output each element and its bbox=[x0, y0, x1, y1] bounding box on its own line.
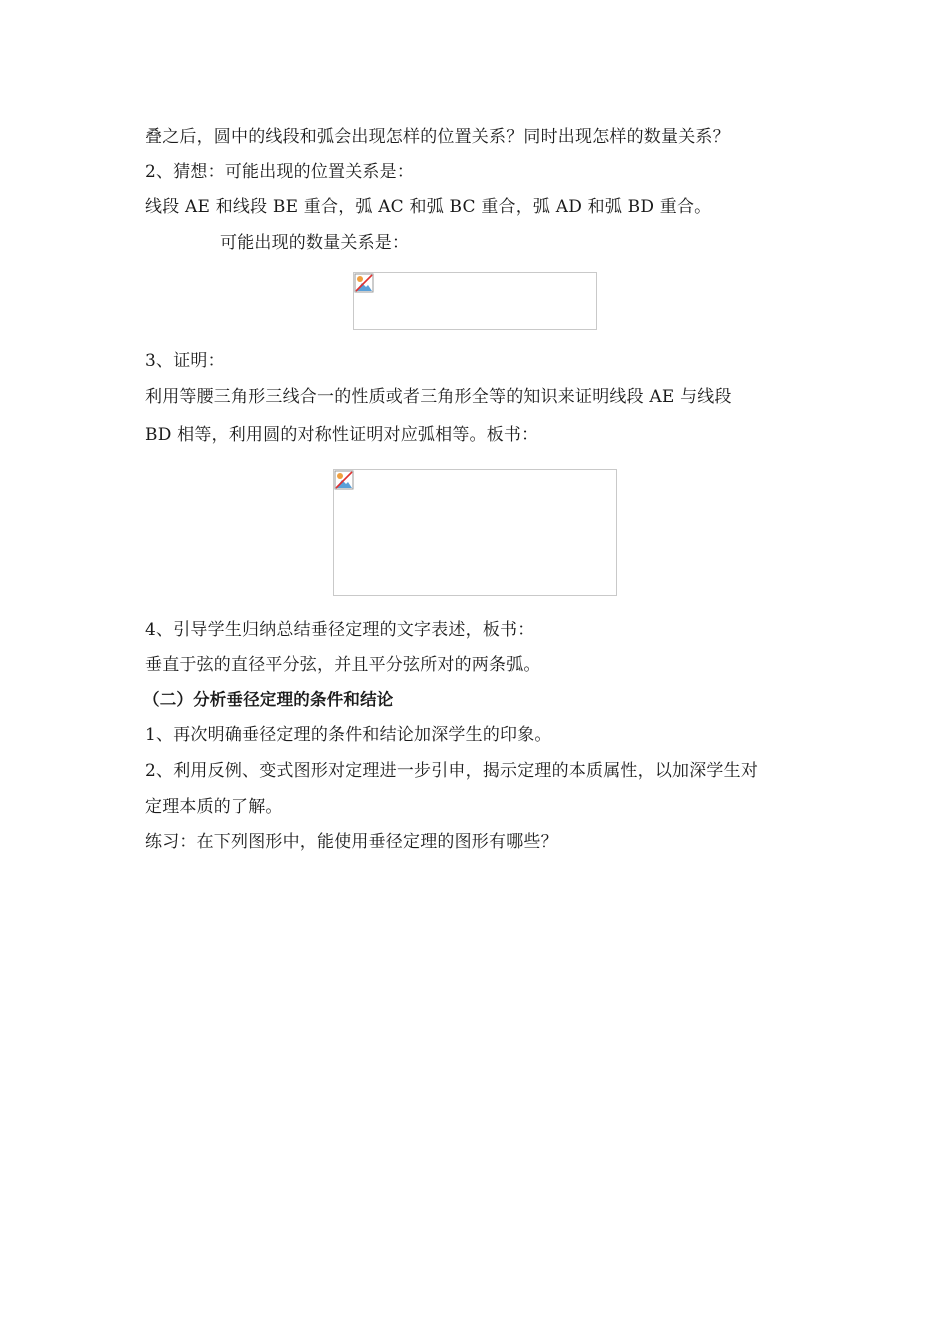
broken-image-icon bbox=[334, 470, 354, 490]
paragraph-line-3: 线段 AE 和线段 BE 重合，弧 AC 和弧 BC 重合，弧 AD 和弧 BD 重合。 bbox=[145, 197, 712, 217]
paragraph-line-8: 4、引导学生归纳总结垂径定理的文字表述，板书： bbox=[145, 620, 535, 640]
paragraph-line-6: 利用等腰三角形三线合一的性质或者三角形全等的知识来证明线段 AE 与线段 bbox=[145, 387, 732, 407]
paragraph-line-12: 定理本质的了解。 bbox=[145, 797, 283, 817]
paragraph-line-11: 2、利用反例、变式图形对定理进一步引申，揭示定理的本质属性，以加深学生对 bbox=[145, 761, 759, 781]
paragraph-line-7: BD 相等，利用圆的对称性证明对应弧相等。板书： bbox=[145, 425, 539, 445]
embedded-image-1 bbox=[353, 272, 597, 330]
paragraph-line-2: 2、猜想：可能出现的位置关系是： bbox=[145, 162, 415, 182]
broken-image-icon bbox=[354, 273, 374, 293]
paragraph-line-5: 3、证明： bbox=[145, 351, 225, 371]
paragraph-line-9: 垂直于弦的直径平分弦，并且平分弦所对的两条弧。 bbox=[145, 655, 541, 675]
paragraph-line-1: 叠之后，圆中的线段和弧会出现怎样的位置关系？同时出现怎样的数量关系？ bbox=[145, 127, 730, 147]
section-heading: （二）分析垂径定理的条件和结论 bbox=[143, 690, 394, 709]
embedded-image-2 bbox=[333, 469, 617, 596]
paragraph-line-13: 练习：在下列图形中，能使用垂径定理的图形有哪些？ bbox=[145, 832, 558, 852]
paragraph-line-10: 1、再次明确垂径定理的条件和结论加深学生的印象。 bbox=[145, 725, 552, 745]
paragraph-line-4: 可能出现的数量关系是： bbox=[220, 233, 410, 253]
